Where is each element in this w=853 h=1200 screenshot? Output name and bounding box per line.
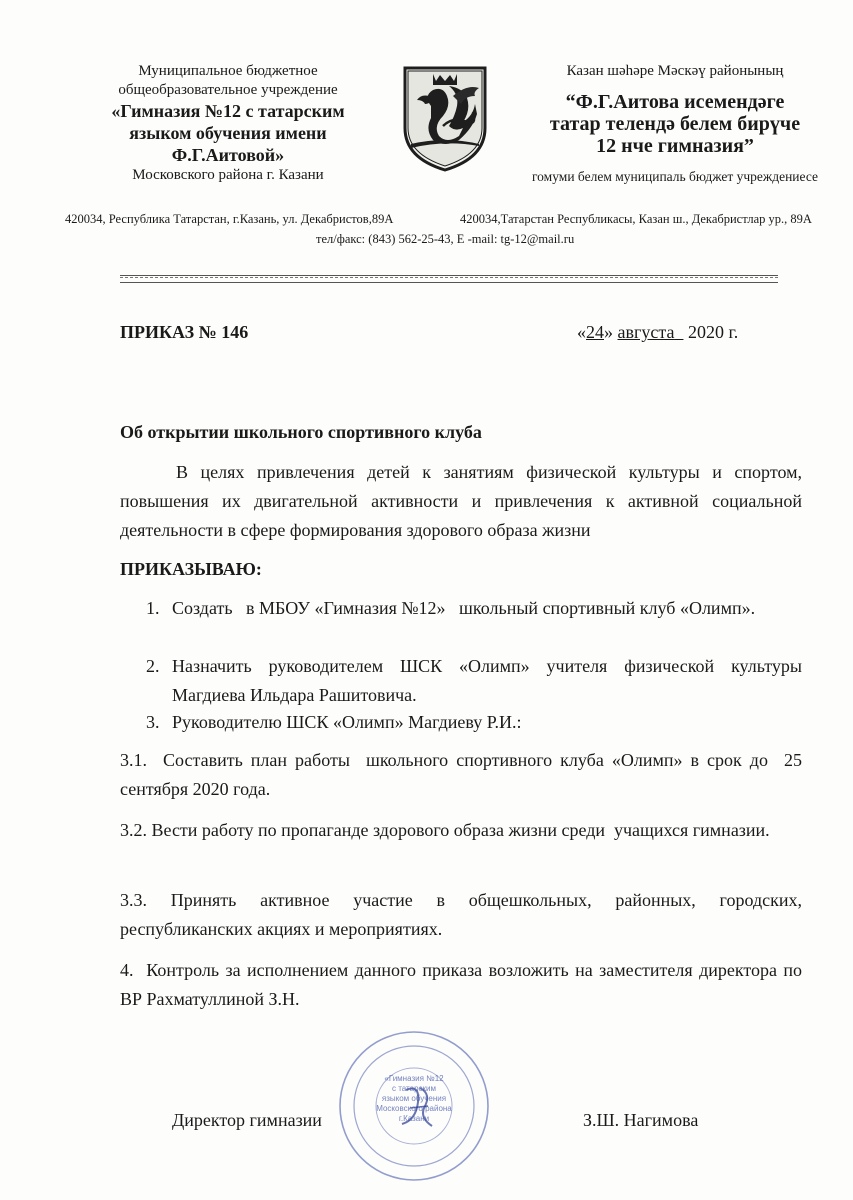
stamp-line1: «Гимназия №12 xyxy=(384,1074,444,1083)
org-name-line3: Ф.Г.Аитовой» xyxy=(171,145,285,165)
order-date xyxy=(577,318,738,347)
list-item xyxy=(146,594,802,623)
header-divider-inner xyxy=(120,277,778,278)
signer-position: Директор гимназии xyxy=(172,1110,322,1130)
item-text: Руководителю ШСК «Олимп» Магдиеву Р.И.: xyxy=(172,712,522,732)
order-subject: Об открытии школьного спортивного клуба xyxy=(120,422,482,442)
stamp-line3: языком обучения xyxy=(381,1094,447,1103)
subitem-4: 4. Контроль за исполнением данного приказа возложить на заместителя директора по ВР Рахматуллиной З.Н. xyxy=(120,960,807,1009)
date-mid: » xyxy=(604,322,613,342)
org-tt-line1: Казан шәһәре Мәскәү районының xyxy=(566,63,784,79)
stamp-text xyxy=(336,1074,492,1124)
org-name-line2: языком обучения имени xyxy=(129,123,327,143)
stamp-line5: г.Казани xyxy=(398,1114,430,1123)
item-text: Создать в МБОУ «Гимназия №12» школьный спортивный клуб «Олимп». xyxy=(172,598,756,618)
stamp-line2: с татарским xyxy=(391,1084,436,1093)
org-tt-name2: татар телендә белем бирүче xyxy=(549,113,801,135)
header-left-block xyxy=(78,62,378,185)
item-number: 2. xyxy=(146,656,160,676)
official-stamp xyxy=(336,1028,492,1184)
header-right-block xyxy=(505,62,845,186)
preamble: В целях привлечения детей к занятиям физической культуры и спортом, повышения их двигательной активности и привлечения к активной социальной деятельности в сфере формирования здорового образа жизни xyxy=(120,462,802,540)
subitem-3-3: 3.3. Принять активное участие в общешкольных, районных, городских, республиканских акциях и мероприятиях. xyxy=(120,890,802,939)
org-name-line1: «Гимназия №12 с татарским xyxy=(111,101,345,121)
list-item xyxy=(146,708,802,737)
date-month: августа xyxy=(617,322,675,342)
date-year: 2020 г. xyxy=(683,322,739,342)
stamp-line4: Московского района xyxy=(376,1104,452,1113)
org-tt-name3: 12 нче гимназия” xyxy=(596,135,754,157)
kazan-coat-of-arms-icon xyxy=(403,66,487,172)
subitem-3-2: 3.2. Вести работу по пропаганде здорового образа жизни среди учащихся гимназии. xyxy=(120,820,770,840)
org-district: Московского района г. Казани xyxy=(132,167,324,183)
contacts: тел/факс: (843) 562-25-43, Е -mail: tg-12@mail.ru xyxy=(316,232,575,246)
command-heading: ПРИКАЗЫВАЮ: xyxy=(120,559,262,579)
signer-name: З.Ш. Нагимова xyxy=(583,1110,699,1130)
address-ru: 420034, Республика Татарстан, г.Казань, ул. Декабристов,89А xyxy=(65,212,394,226)
org-type-line1: Муниципальное бюджетное xyxy=(138,63,318,79)
order-title: ПРИКАЗ № 146 xyxy=(120,322,249,342)
item-text: Назначить руководителем ШСК «Олимп» учителя физической культуры Магдиева Ильдара Рашитовича. xyxy=(172,656,802,705)
org-type-line2: общеобразовательное учреждение xyxy=(118,82,338,98)
subitem-3-1: 3.1. Составить план работы школьного спортивного клуба «Олимп» в срок до 25 сентября 2020 года. xyxy=(120,750,807,799)
date-open: « xyxy=(577,322,586,342)
date-day: 24 xyxy=(586,322,604,342)
org-tt-line2: гомуми белем муниципаль бюджет учреждениесе xyxy=(531,169,819,184)
address-tt: 420034,Татарстан Республикасы, Казан ш., Декабристлар ур., 89А xyxy=(460,212,812,226)
item-number: 3. xyxy=(146,712,160,732)
list-item xyxy=(146,652,802,710)
item-number: 1. xyxy=(146,598,160,618)
org-tt-name1: “Ф.Г.Аитова исемендәге xyxy=(565,91,785,113)
